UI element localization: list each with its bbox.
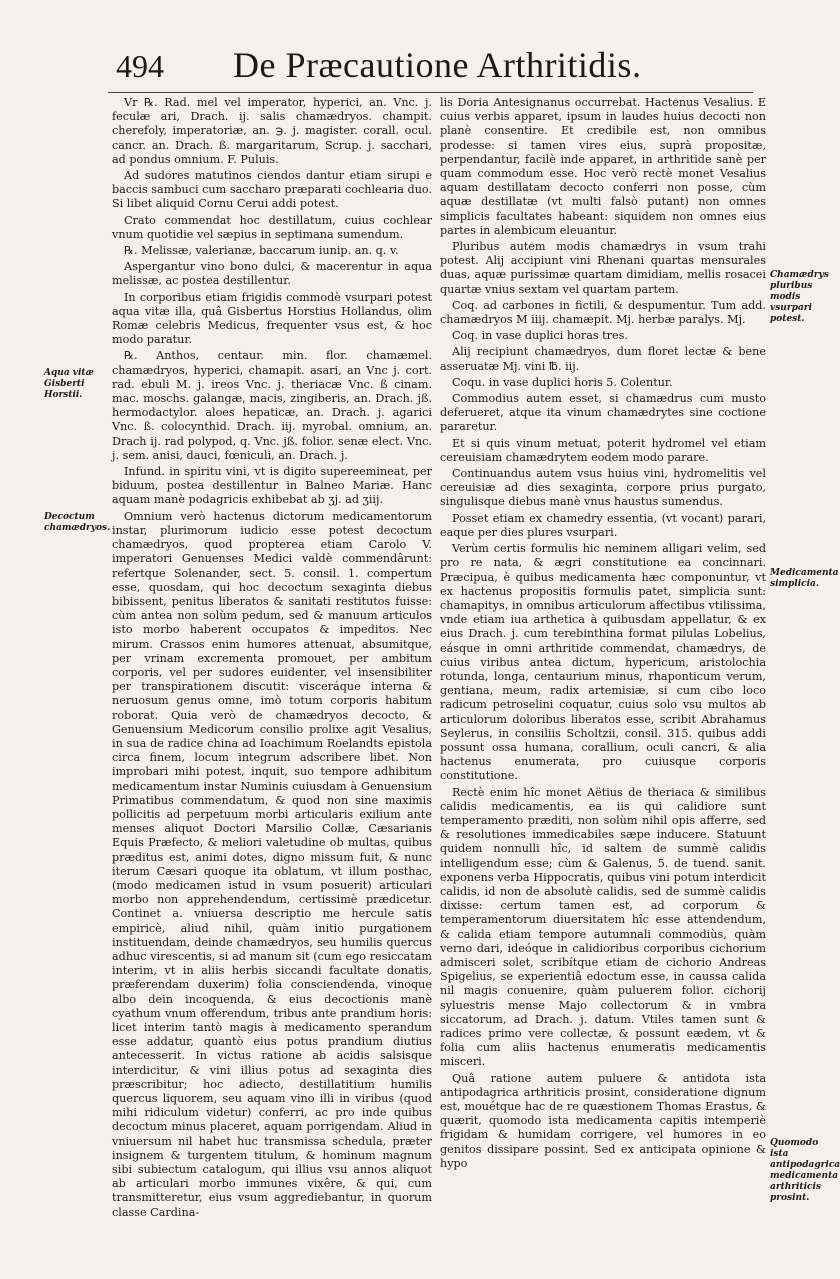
paragraph: Pluribus autem modis chamædrys in vsum trahi potest. Alij accipiunt vini Rhenani quartas mensurales duas, aquæ purissimæ quartam dimidiam, mellis rosacei quartæ vnius sextam vel quartam partem.	[440, 240, 766, 296]
paragraph: Crato commendat hoc destillatum, cuius cochlear vnum quotidie vel sæpius in septimana sumendum.	[112, 213, 432, 241]
running-title: De Præcautione Arthritidis.	[233, 45, 642, 85]
paragraph: Commodius autem esset, si chamædrus cum musto deferueret, atque ita vinum chamædrytes sine coctione pararetur.	[440, 392, 766, 434]
paragraph: lis Doria Antesignanus occurrebat. Hactenus Vesalius. E cuius verbis apparet, ipsum in laudes huius decocti non planè consentire. Et credibile est, non omnibus prodesse: si tamen vires eius, suprà propositæ, perpendantur, facilè inde apparet, in arthritide sanè per quam commodum esse. Hoc verò rectè monet Vesalius aquam destillatam decocto conferri non posse, cùm aquæ destillatæ (vt multi falsò putant) non omnes simplicis facultates habeant: siquidem non omnes eius partes in alembicum eleuantur.	[440, 96, 766, 237]
header-rule	[108, 92, 753, 93]
right-column	[440, 96, 766, 1173]
page-number: 494	[116, 48, 164, 84]
page-header	[108, 40, 758, 90]
paragraph: Infund. in spiritu vini, vt is digito supereemineat, per biduum, postea destillentur in Balneo Mariæ. Hanc aquam manè podagricis exhibebat ab ʒj. ad ʒiij.	[112, 465, 432, 507]
paragraph: Rectè enim hîc monet Aëtius de theriaca & similibus calidis medicamentis, ea iis qui calidiore sunt temperamento præditi, non solùm nihil opis afferre, sed & resolutiones immedicabiles sæpe inducere. Statuunt quidem nonnulli hîc, id saltem de summè calidis intelligendum esse; cùm & Galenus, 5. de tuend. sanit. exponens verba Hippocratis, quibus vini potum interdicit calidis, id non de absolutè calidis, sed de summè calidis dixisse: certum tamen est, ad corporum & temperamentorum diuersitatem hîc esse attendendum, & calida etiam tempore autumnali commodiùs, quàm verno dari, ideóque in calidioribus corporibus cichorium admisceri solet, scribítque etiam de cichorio Andreas Spigelius, se experientiâ edoctum esse, in caussa calida nil magis conuenire, quàm puluerem folior. cichorij syluestris mense Majo collectorum & in vmbra siccatorum, ad Drach. j. datum. Vtiles tamen sunt & radices primo vere collectæ, & possunt eædem, vt & folia cum aliis hactenus enumeratis medicamentis misceri.	[440, 785, 766, 1069]
paragraph: ℞. Anthos, centaur. min. flor. chamæmel. chamædryos, hyperici, chamapit. asari, an Vnc j. cort. rad. ebuli M. j. ireos Vnc. j. theriacæ Vnc. ß cinam. mac. moschs. galangæ, macis, zingiberis, an. Drach. jß. hermodactylor. aloes hepaticæ, an. Drach. j. agarici Vnc. ß. colocynthid. Drach. iij. myrobal. omnium, an. Drach ij. rad polypod, q. Vnc. jß. folior. senæ elect. Vnc. j. sem. anisi, dauci, fœniculi, an. Drach. j.	[112, 349, 432, 462]
paragraph: Coq. in vase duplici horas tres.	[452, 329, 628, 343]
paragraph: ℞. Melissæ, valerianæ, baccarum iunip. an. q. v.	[124, 244, 399, 258]
paragraph: Coq. ad carbones in fictili, & despumentur. Tum add. chamædryos M iiij. chamæpit. Mj. herbæ paralys. Mj.	[440, 298, 766, 327]
left-column	[112, 96, 432, 1222]
paragraph: Aspergantur vino bono dulci, & macerentur in aqua melissæ, ac postea destillentur.	[112, 260, 432, 288]
margin-note-quomodo: Quomodo ista antipodagrica medicamenta arthriticis prosint.	[770, 1138, 840, 1203]
margin-note-aqua-vitae: Aqua vitæ Gisberti Horstii.	[44, 368, 94, 400]
paragraph: Coqu. in vase duplici horis 5. Colentur.	[452, 375, 673, 389]
paragraph: Verùm certis formulis hic neminem alligari velim, sed pro re nata, & ægri constitutione ea concinnari. Præcipua, è quibus medicamenta hæc componuntur, vt ex hactenus propositis formulis patet, simplicia sunt: chamapitys, in omnibus articulorum affectibus vtilissima, vnde etiam iua arthetica à quibusdam appellatur, & ex eius Drach. j. cum terebinthina format pilulas Lobelius, eásque in omni arthritide commendat, chamædrys, de cuius viribus antea dictum, hypericum, aristolochia rotunda, longa, centaurium minus, rhaponticum verum, gentiana, meum, radix artemisiæ, si cum cibo loco radicum petroselini coquatur, cuius solo vsu multos ab articulorum doloribus liberatos esse, scribit Abrahamus Seylerus, in consiliis Scholtzii, consil. 315. quibus addi possunt ossa humana, corallium, oculi cancri, & alia hactenus enumerata, pro cuiusque corporis constitutione.	[440, 542, 766, 783]
paragraph: Continuandus autem vsus huius vini, hydromelitis vel cereuisiæ ad dies sexaginta, corpore prius purgato, singulisque diebus manè vnus haustus sumendus.	[440, 467, 766, 509]
paragraph: Alij recipiunt chamædryos, dum floret lectæ & bene asseruatæ Mj. vini ℔. iij.	[440, 345, 766, 373]
paragraph: Quâ ratione autem puluere & antidota ista antipodagrica arthriticis prosint, consideratione dignum est, mouétque hac de re quæstionem Thomas Erastus, & quærit, quomodo ista medicamenta capitis intemperiè frigidam & humidam corrigere, vel humores in eo genitos dissipare possint. Sed ex anticipata opinione & hypo	[440, 1071, 766, 1170]
paragraph: Vr ℞. Rad. mel vel imperator, hyperici, an. Vnc. j. feculæ ari, Drach. ij. salis chamædryos. champit. cherefoly, imperatoriæ, an. ℈. j. magister. corall. ocul. cancr. an. Drach. ß. margaritarum, Scrup. j. sacchari, ad pondus omnium. F. Puluis.	[112, 96, 432, 166]
paragraph: Posset etiam ex chamedry essentia, (vt vocant) parari, eaque per dies plures vsurpari.	[440, 511, 766, 539]
paragraph: In corporibus etiam frigidis commodè vsurpari potest aqua vitæ illa, quâ Gisbertus Horstius Hollandus, olim Romæ celebris Medicus, frequenter vsus est, & hoc modo paratur.	[112, 290, 432, 347]
paragraph: Ad sudores matutinos ciendos dantur etiam sirupi e baccis sambuci cum saccharo præparati cochlearia duo. Si libet aliquid Cornu Cerui addi potest.	[112, 169, 432, 211]
paragraph: Et si quis vinum metuat, poterit hydromel vel etiam cereuisiam chamædrytem eodem modo parare.	[440, 436, 766, 464]
margin-note-chamaedrys: Chamædrys pluribus modis vsurpari potest.	[770, 270, 829, 324]
margin-note-decoctum: Decoctum chamædryos.	[44, 512, 111, 533]
margin-note-medicamenta: Medicamenta simplicia.	[770, 568, 839, 589]
paragraph: Omnium verò hactenus dictorum medicamentorum instar, plurimorum iudicio esse potest decoctum chamædryos, quod propterea etiam Carolo V. imperatori Genuenses Medici valdè commendârunt: refertque Solenander, sect. 5. consil. 1. compertum esse, quosdam, qui hoc decoctum sexaginta diebus bibissent, penitus liberatos & sanitati restitutos fuisse: cùm antea non solùm pedum, sed & manuum articulos isto morbo haberent occupatos & impeditos. Nec mirum. Crassos enim humores attenuat, absumitque, per vrinam excrementa promouet, per ambitum corporis, vel per sudores euidenter, vel insensibiliter per transpirationem discutit: visceráque interna & neruosum genus omne, imò totum corporis habitum roborat. Quia verò de chamædryos decocto, & Genuensium Medicorum consilio prolixe agit Vesalius, in sua de radice china ad Ioachimum Roelandts epistola circa finem, locum integrum adscribere libet. Non improbari mihi potest, inquit, suo tempore adhibitum medicamentum instar Numinis cuiusdam à Genuensium Primatibus commendatum, & quod non sine maximis pollicitis ad perpetuum morbi articularis exilium ante menses aliquot Doctori Marsilio Collæ, Cæsarianis Equis Præfecto, & meliori valetudine ob multas, quibus præditus est, animi dotes, digno missum fuit, & nunc iterum Cæsari quoque ita oblatum, vt illum posthac, (modo medicamen istud in vsum posuerit) articulari morbo non apprehendendum, certissimè prædicetur. Continet a. vniuersa descriptio me hercule satis empiricè, aliud nihil, quàm initio purgationem instituendam, deinde chamædryos, seu humilis quercus adhuc virescentis, si ad manum sit (cum ego resiccatam interim, vt in aliis herbis siccandi facultate donatis, præferendam duxerim) folia consciendenda, vinoque albo dein incoquenda, & eius decoctionis manè cyathum vnum offerendum, tribus ante prandium horis: licet interim tantò magis à medicamento sperandum esse addatur, quantò eius potus prandium diutius antecesserit. In victus ratione ab acidis salsisque interdicitur, & vini illius potus ad sexaginta dies præscribitur; hoc adiecto, destillatitium humilis quercus liquorem, seu aquam vino illi in viribus (quod mihi ridiculum videtur) conferri, ac pro inde quibus decoctum minus placeret, aquam porrigendam. Aliud in vniuersum nil habet huc transmissa schedula, præter insignem & turgentem titulum, & hominum magnum sibi subiectum catalogum, qui illius vsu annos aliquot ab articulari morbo immunes vixêre, & qui, cum transmitteretur, eius vsum aggrediebantur, in quorum classe Cardina-	[112, 509, 432, 1219]
